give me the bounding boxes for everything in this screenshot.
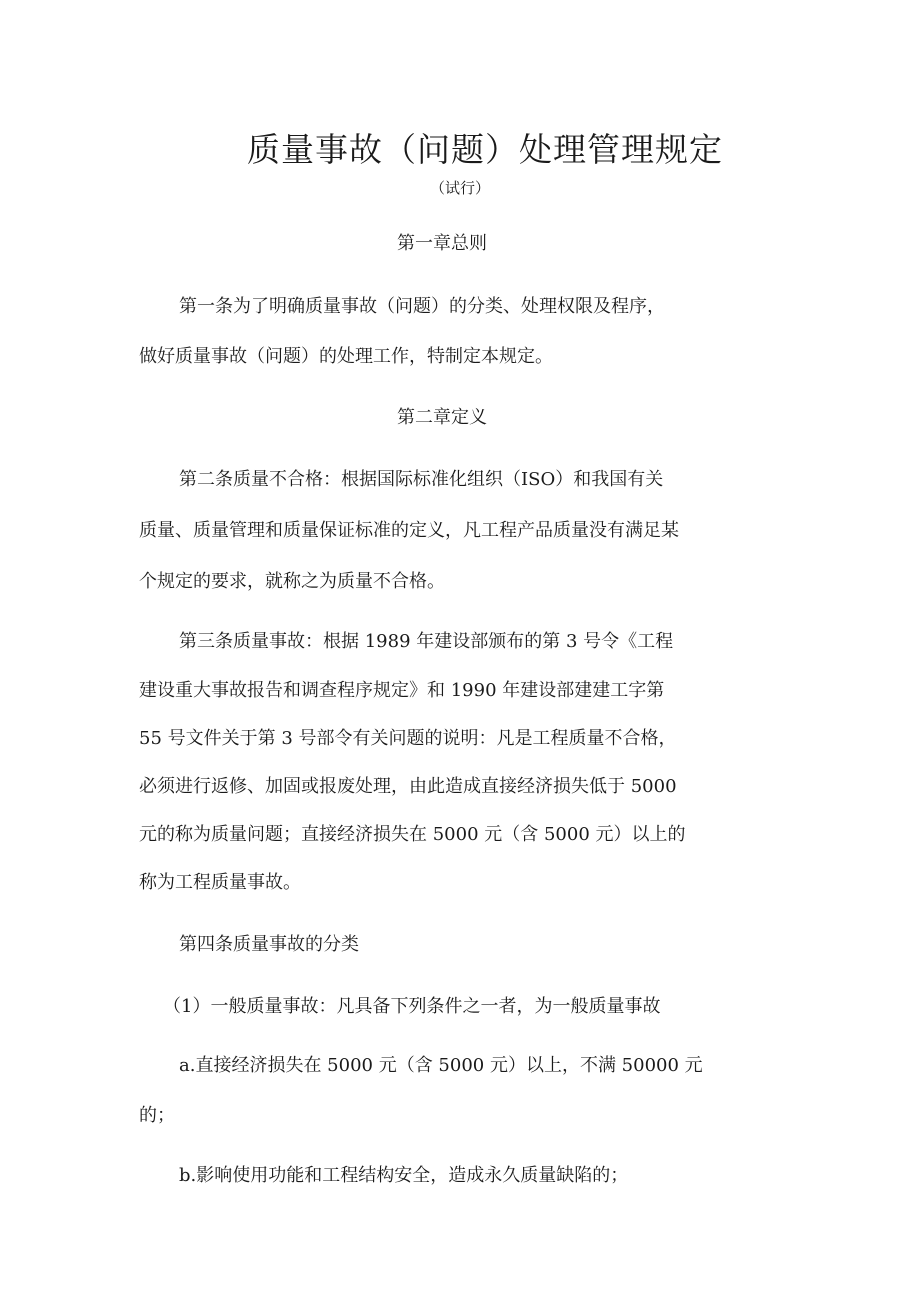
article3-line6: 称为工程质量事故。 bbox=[139, 872, 301, 893]
chapter2-heading: 第二章定义 bbox=[397, 407, 487, 428]
article2-line1: 第二条质量不合格：根据国际标准化组织（ISO）和我国有关 bbox=[179, 469, 664, 490]
article1-line1: 第一条为了明确质量事故（问题）的分类、处理权限及程序， bbox=[179, 296, 665, 317]
article4-item-a-line2: 的； bbox=[139, 1105, 175, 1126]
article2-line2: 质量、质量管理和质量保证标准的定义，凡工程产品质量没有满足某 bbox=[139, 520, 679, 541]
article4-heading: 第四条质量事故的分类 bbox=[179, 934, 359, 955]
article1-line2: 做好质量事故（问题）的处理工作，特制定本规定。 bbox=[139, 346, 553, 367]
article4-item-a-line1: a.直接经济损失在 5000 元（含 5000 元）以上，不满 50000 元 bbox=[179, 1055, 703, 1076]
article3-line4: 必须进行返修、加固或报废处理，由此造成直接经济损失低于 5000 bbox=[139, 776, 677, 797]
article3-line1: 第三条质量事故：根据 1989 年建设部颁布的第 3 号令《工程 bbox=[179, 631, 674, 652]
article4-item1: （1）一般质量事故：凡具备下列条件之一者，为一般质量事故 bbox=[163, 996, 661, 1017]
chapter1-heading: 第一章总则 bbox=[397, 233, 487, 254]
article3-line5: 元的称为质量问题；直接经济损失在 5000 元（含 5000 元）以上的 bbox=[139, 824, 686, 845]
article2-line3: 个规定的要求，就称之为质量不合格。 bbox=[139, 571, 445, 592]
article4-item-b: b.影响使用功能和工程结构安全，造成永久质量缺陷的； bbox=[179, 1165, 629, 1186]
article3-line3: 55 号文件关于第 3 号部令有关问题的说明：凡是工程质量不合格， bbox=[139, 728, 677, 749]
document-subtitle: （试行） bbox=[429, 179, 490, 197]
article3-line2: 建设重大事故报告和调查程序规定》和 1990 年建设部建建工字第 bbox=[139, 680, 665, 701]
document-title: 质量事故（问题）处理管理规定 bbox=[247, 130, 723, 169]
